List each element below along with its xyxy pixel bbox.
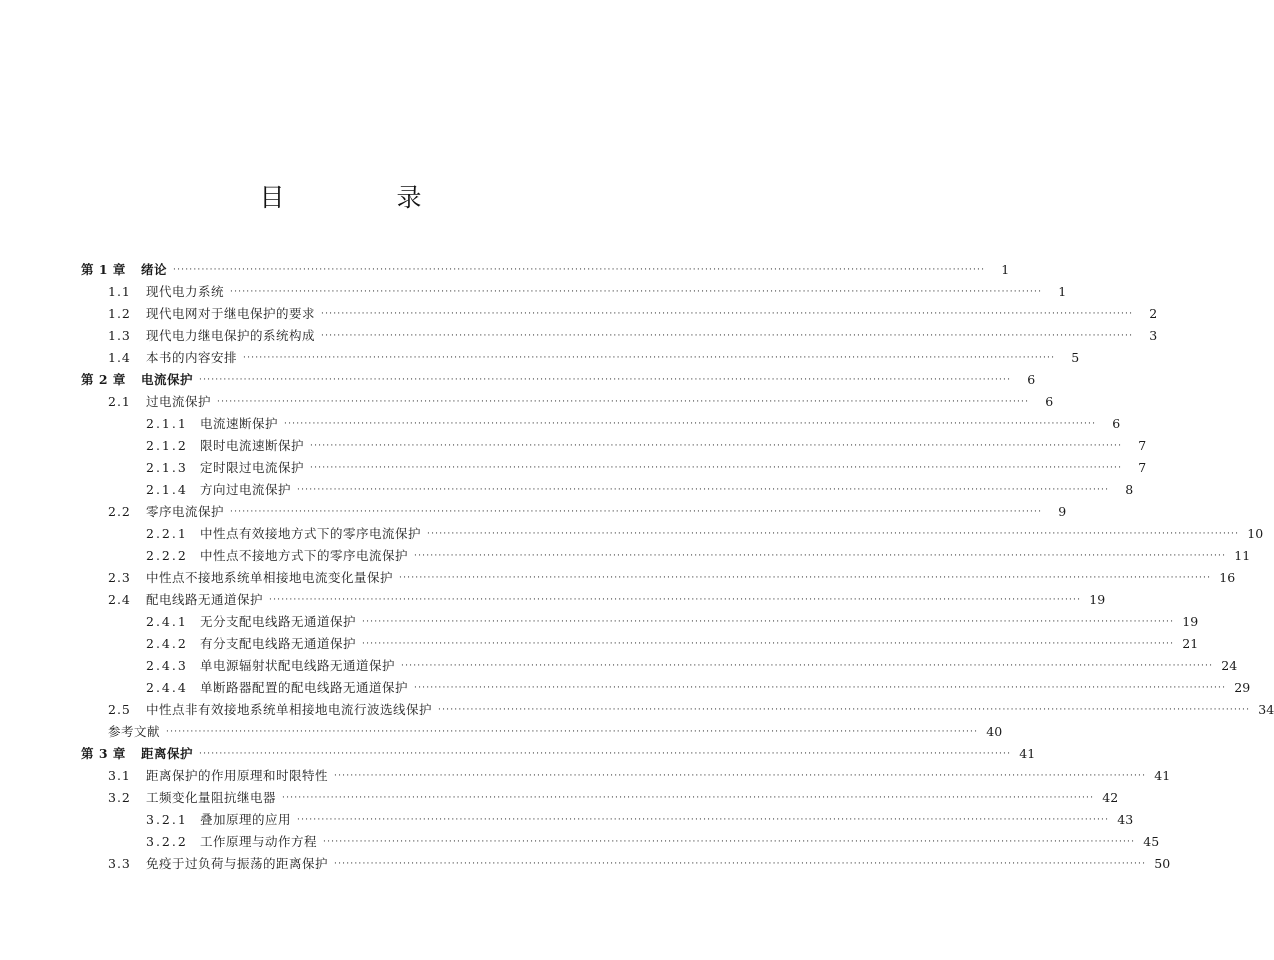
toc-entry-number: 3.1 (108, 768, 131, 783)
toc-entry-page: 10 (1247, 526, 1264, 541)
toc-entry[interactable] (0, 699, 1274, 721)
toc-entry-page: 2 (1149, 306, 1158, 321)
toc-entry[interactable] (0, 787, 1119, 809)
toc-entry-title: 现代电网对于继电保护的要求 (146, 306, 316, 321)
toc-entry-title: 距离保护 (141, 746, 194, 761)
dot-leader: ········································································································································································································ (310, 441, 1123, 451)
toc-entry-page: 1 (1001, 262, 1010, 277)
toc-entry-title: 中性点不接地方式下的零序电流保护 (200, 548, 409, 563)
toc-entry-page: 21 (1182, 636, 1199, 651)
dot-leader: ········································································································································································································ (362, 639, 1175, 649)
toc-entry[interactable] (0, 325, 1158, 347)
toc-entry-page: 9 (1058, 504, 1067, 519)
toc-entry-page: 50 (1154, 856, 1171, 871)
toc-entry-title: 叠加原理的应用 (200, 812, 292, 827)
toc-entry-number: 3.2 (108, 790, 131, 805)
dot-leader: ········································································································································································································ (199, 749, 1012, 759)
toc-entry-title: 现代电力系统 (146, 284, 225, 299)
toc-entry-title: 工作原理与动作方程 (200, 834, 318, 849)
toc-entry[interactable] (0, 633, 1199, 655)
toc-entry[interactable] (0, 831, 1160, 853)
dot-leader: ········································································································································································································ (414, 683, 1227, 693)
dot-leader: ········································································································································································································ (321, 331, 1134, 341)
toc-entry[interactable] (0, 655, 1238, 677)
dot-leader: ········································································································································································································ (362, 617, 1175, 627)
toc-entry-title: 方向过电流保护 (200, 482, 292, 497)
dot-leader: ········································································································································································································ (297, 485, 1110, 495)
dot-leader: ········································································································································································································ (217, 397, 1030, 407)
toc-entry-title: 现代电力继电保护的系统构成 (146, 328, 316, 343)
toc-entry[interactable] (0, 303, 1158, 325)
dot-leader: ········································································································································································································ (166, 727, 979, 737)
toc-entry-number: 2.4.3 (146, 658, 188, 673)
table-of-contents (0, 259, 1274, 875)
toc-entry-number: 2.4.1 (146, 614, 188, 629)
toc-entry-page: 7 (1138, 460, 1147, 475)
dot-leader: ········································································································································································································ (284, 419, 1097, 429)
toc-entry[interactable] (0, 391, 1054, 413)
page-title: 目 录 (259, 183, 474, 212)
toc-entry-title: 距离保护的作用原理和时限特性 (146, 768, 329, 783)
dot-leader: ········································································································································································································ (243, 353, 1056, 363)
toc-entry-number: 2.3 (108, 570, 131, 585)
toc-entry[interactable] (0, 743, 1036, 765)
toc-entry-title: 单断路器配置的配电线路无通道保护 (200, 680, 409, 695)
toc-entry-title: 单电源辐射状配电线路无通道保护 (200, 658, 396, 673)
toc-entry-number: 3.2.1 (146, 812, 188, 827)
toc-entry-page: 6 (1027, 372, 1036, 387)
toc-entry-page: 19 (1089, 592, 1106, 607)
toc-entry-number: 1.4 (108, 350, 131, 365)
toc-entry-title: 零序电流保护 (146, 504, 225, 519)
toc-entry[interactable] (0, 413, 1121, 435)
toc-entry[interactable] (0, 589, 1106, 611)
dot-leader: ········································································································································································································ (438, 705, 1251, 715)
dot-leader: ········································································································································································································ (334, 859, 1147, 869)
toc-entry-page: 41 (1154, 768, 1171, 783)
dot-leader: ········································································································································································································ (323, 837, 1136, 847)
toc-entry-page: 11 (1234, 548, 1251, 563)
toc-entry-title: 绪论 (141, 262, 168, 277)
toc-entry-title: 有分支配电线路无通道保护 (200, 636, 357, 651)
dot-leader: ········································································································································································································ (321, 309, 1134, 319)
toc-entry-number: 2.4.2 (146, 636, 188, 651)
toc-entry-title: 无分支配电线路无通道保护 (200, 614, 357, 629)
dot-leader: ········································································································································································································ (173, 265, 986, 275)
toc-entry[interactable] (0, 457, 1147, 479)
toc-entry-title: 限时电流速断保护 (200, 438, 305, 453)
toc-entry[interactable] (0, 435, 1147, 457)
toc-entry-title: 本书的内容安排 (146, 350, 238, 365)
dot-leader: ········································································································································································································ (401, 661, 1214, 671)
toc-entry-title: 参考文献 (108, 724, 161, 739)
toc-entry-number: 2.2.1 (146, 526, 188, 541)
toc-entry-number: 2.4 (108, 592, 131, 607)
dot-leader: ········································································································································································································ (282, 793, 1095, 803)
toc-entry-page: 24 (1221, 658, 1238, 673)
toc-entry[interactable] (0, 545, 1251, 567)
dot-leader: ········································································································································································································ (414, 551, 1227, 561)
toc-entry-number: 2.1.4 (146, 482, 188, 497)
toc-entry-number: 2.2.2 (146, 548, 188, 563)
dot-leader: ········································································································································································································ (230, 507, 1043, 517)
dot-leader: ········································································································································································································ (310, 463, 1123, 473)
toc-entry-number: 第 2 章 (81, 372, 126, 387)
toc-entry-title: 中性点有效接地方式下的零序电流保护 (200, 526, 422, 541)
dot-leader: ········································································································································································································ (399, 573, 1212, 583)
toc-entry-title: 免疫于过负荷与振荡的距离保护 (146, 856, 329, 871)
toc-entry-page: 43 (1117, 812, 1134, 827)
toc-entry-number: 2.5 (108, 702, 131, 717)
toc-entry-number: 2.1.3 (146, 460, 188, 475)
toc-entry[interactable] (0, 809, 1134, 831)
toc-entry[interactable] (0, 677, 1251, 699)
toc-entry-number: 第 1 章 (81, 262, 126, 277)
toc-entry-page: 3 (1149, 328, 1158, 343)
toc-entry-page: 41 (1019, 746, 1036, 761)
toc-entry-page: 40 (986, 724, 1003, 739)
toc-entry-page: 34 (1258, 702, 1274, 717)
toc-entry[interactable] (0, 259, 1010, 281)
toc-entry-page: 6 (1045, 394, 1054, 409)
toc-entry[interactable] (0, 369, 1036, 391)
dot-leader: ········································································································································································································ (297, 815, 1110, 825)
toc-entry[interactable] (0, 523, 1264, 545)
toc-entry[interactable] (0, 611, 1199, 633)
toc-entry-number: 2.1.2 (146, 438, 188, 453)
toc-entry-title: 配电线路无通道保护 (146, 592, 264, 607)
toc-entry-number: 1.1 (108, 284, 131, 299)
dot-leader: ········································································································································································································ (334, 771, 1147, 781)
toc-entry-title: 过电流保护 (146, 394, 212, 409)
toc-entry-page: 45 (1143, 834, 1160, 849)
toc-entry-number: 第 3 章 (81, 746, 126, 761)
toc-entry-page: 42 (1102, 790, 1119, 805)
toc-entry-page: 5 (1071, 350, 1080, 365)
toc-entry-number: 2.4.4 (146, 680, 188, 695)
toc-entry-page: 1 (1058, 284, 1067, 299)
toc-entry-number: 2.1 (108, 394, 131, 409)
toc-entry-number: 3.3 (108, 856, 131, 871)
toc-entry-title: 电流保护 (141, 372, 194, 387)
dot-leader: ········································································································································································································ (230, 287, 1043, 297)
toc-entry[interactable] (0, 765, 1171, 787)
toc-entry-number: 1.3 (108, 328, 131, 343)
toc-entry[interactable] (0, 281, 1067, 303)
toc-entry[interactable] (0, 501, 1067, 523)
toc-entry-page: 6 (1112, 416, 1121, 431)
toc-entry-page: 8 (1125, 482, 1134, 497)
dot-leader: ········································································································································································································ (199, 375, 1012, 385)
toc-entry-number: 3.2.2 (146, 834, 188, 849)
toc-entry-title: 中性点非有效接地系统单相接地电流行波选线保护 (146, 702, 433, 717)
toc-entry-number: 2.2 (108, 504, 131, 519)
toc-entry[interactable] (0, 479, 1134, 501)
toc-entry-number: 2.1.1 (146, 416, 188, 431)
toc-entry-number: 1.2 (108, 306, 131, 321)
toc-entry-page: 7 (1138, 438, 1147, 453)
dot-leader: ········································································································································································································ (269, 595, 1082, 605)
toc-entry[interactable] (0, 721, 1003, 743)
toc-entry[interactable] (0, 347, 1080, 369)
toc-entry[interactable] (0, 853, 1171, 875)
toc-entry-title: 中性点不接地系统单相接地电流变化量保护 (146, 570, 394, 585)
toc-entry-title: 电流速断保护 (200, 416, 279, 431)
toc-entry-page: 19 (1182, 614, 1199, 629)
toc-entry-page: 16 (1219, 570, 1236, 585)
dot-leader: ········································································································································································································ (427, 529, 1240, 539)
toc-entry-page: 29 (1234, 680, 1251, 695)
toc-entry[interactable] (0, 567, 1236, 589)
toc-entry-title: 工频变化量阻抗继电器 (146, 790, 277, 805)
toc-entry-title: 定时限过电流保护 (200, 460, 305, 475)
